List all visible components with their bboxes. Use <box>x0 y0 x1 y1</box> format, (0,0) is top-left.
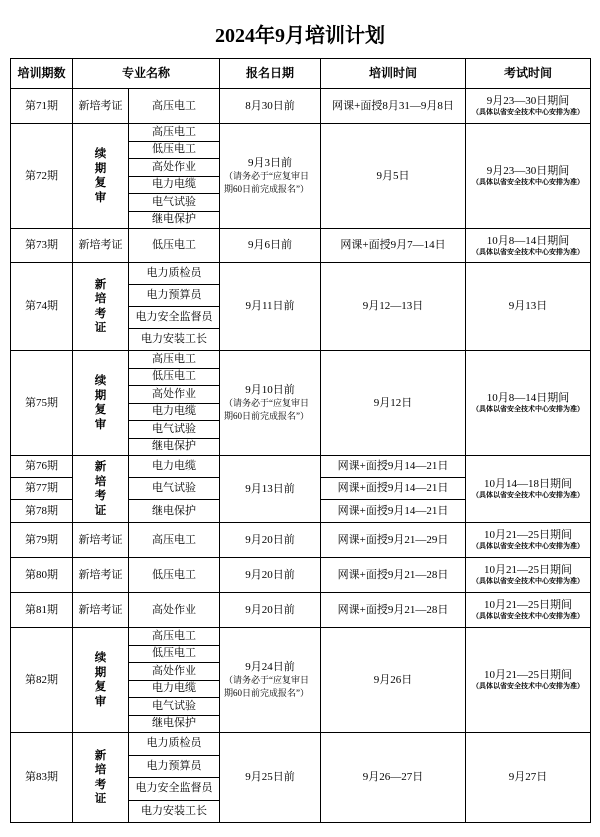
exam-period: 10月8—14日期间 <box>486 234 570 247</box>
table-row <box>11 558 591 593</box>
type-label: 新培考证 <box>94 749 107 805</box>
type-cell <box>73 124 129 229</box>
exam-note: （具体以省安全技术中心安排为准） <box>472 108 585 116</box>
signup-cell <box>220 124 321 229</box>
major-cell: 电气试验 <box>129 698 220 716</box>
period-cell: 第83期 <box>11 733 73 823</box>
signup-note: （请务必于“应复审日期60日前完成报名”） <box>224 398 310 421</box>
major-cell: 低压电工 <box>129 368 220 386</box>
training-cell: 网课+面授9月7—14日 <box>321 229 466 263</box>
exam-cell <box>466 351 591 456</box>
exam-period: 10月21—25日期间 <box>484 599 573 611</box>
table-row <box>11 733 591 756</box>
type-label: 新培考证 <box>94 461 107 517</box>
training-cell: 9月26—27日 <box>321 733 466 823</box>
page-title: 2024年9月培训计划 <box>215 25 385 47</box>
exam-cell <box>466 124 591 229</box>
exam-note: （具体以省安全技术中心安排为准） <box>472 682 585 690</box>
period-cell: 第79期 <box>11 523 73 558</box>
training-cell: 网课+面授9月21—28日 <box>321 558 466 593</box>
signup-cell: 9月20日前 <box>220 593 321 628</box>
exam-cell <box>466 456 591 523</box>
table-row <box>11 89 591 124</box>
header-major: 专业名称 <box>73 59 220 89</box>
type-label: 续期复审 <box>94 148 107 204</box>
major-cell: 电力预算员 <box>129 755 220 778</box>
period-cell: 第75期 <box>11 351 73 456</box>
major-cell: 低压电工 <box>129 645 220 663</box>
training-cell: 9月26日 <box>321 628 466 733</box>
exam-cell <box>466 593 591 628</box>
major-cell: 电力预算员 <box>129 285 220 307</box>
table-row <box>11 351 591 369</box>
training-cell: 网课+面授9月21—29日 <box>321 523 466 558</box>
signup-cell: 9月25日前 <box>220 733 321 823</box>
major-cell: 电气试验 <box>129 194 220 212</box>
major-cell: 高处作业 <box>129 159 220 177</box>
header-row <box>11 59 591 89</box>
signup-cell <box>220 351 321 456</box>
exam-period: 10月14—18日期间 <box>484 478 573 490</box>
exam-note: （具体以省安全技术中心安排为准） <box>472 178 585 186</box>
period-cell: 第74期 <box>11 263 73 351</box>
signup-cell <box>220 628 321 733</box>
major-cell: 高压电工 <box>129 124 220 142</box>
training-cell: 网课+面授9月14—21日 <box>321 478 466 500</box>
major-cell: 低压电工 <box>129 558 220 593</box>
type-cell <box>73 628 129 733</box>
major-cell: 高处作业 <box>129 386 220 404</box>
major-cell: 电力电缆 <box>129 176 220 194</box>
period-cell: 第76期 <box>11 456 73 478</box>
period-cell: 第71期 <box>11 89 73 124</box>
signup-cell: 9月13日前 <box>220 456 321 523</box>
signup-note: （请务必于“应复审日期60日前完成报名”） <box>224 171 310 194</box>
type-label: 新培考证 <box>94 278 107 334</box>
signup-cell: 9月20日前 <box>220 558 321 593</box>
training-plan-table <box>10 58 591 823</box>
table-row <box>11 456 591 478</box>
table-row <box>11 628 591 646</box>
major-cell: 高压电工 <box>129 628 220 646</box>
period-cell: 第73期 <box>11 229 73 263</box>
header-period: 培训期数 <box>11 59 73 89</box>
major-cell: 继电保护 <box>129 438 220 456</box>
exam-period: 10月21—25日期间 <box>484 669 573 681</box>
signup-cell: 8月30日前 <box>220 89 321 124</box>
period-cell: 第77期 <box>11 478 73 500</box>
exam-period: 9月23—30日期间 <box>486 165 570 177</box>
exam-cell <box>466 89 591 124</box>
header-signup: 报名日期 <box>220 59 321 89</box>
type-label: 续期复审 <box>94 652 107 708</box>
type-cell <box>73 456 129 523</box>
major-cell: 电力电缆 <box>129 680 220 698</box>
major-cell: 电力电缆 <box>129 456 220 478</box>
training-cell: 网课+面授8月31—9月8日 <box>321 89 466 124</box>
signup-cell: 9月20日前 <box>220 523 321 558</box>
signup-date: 9月24日前 <box>245 661 295 673</box>
type-cell <box>73 263 129 351</box>
major-cell: 电气试验 <box>129 421 220 439</box>
period-cell: 第72期 <box>11 124 73 229</box>
exam-period: 9月23—30日期间 <box>486 95 570 107</box>
table-row <box>11 523 591 558</box>
major-cell: 继电保护 <box>129 211 220 229</box>
table-row <box>11 593 591 628</box>
period-cell: 第78期 <box>11 500 73 523</box>
period-cell: 第81期 <box>11 593 73 628</box>
exam-note: （具体以省安全技术中心安排为准） <box>472 542 585 550</box>
type-cell <box>73 733 129 823</box>
exam-cell: 9月27日 <box>466 733 591 823</box>
major-cell: 电力质检员 <box>129 733 220 756</box>
type-cell: 新培考证 <box>73 558 129 593</box>
major-cell: 低压电工 <box>129 229 220 263</box>
major-cell: 电力安装工长 <box>129 329 220 351</box>
type-cell: 新培考证 <box>73 523 129 558</box>
exam-note: （具体以省安全技术中心安排为准） <box>472 405 585 413</box>
training-cell: 9月12日 <box>321 351 466 456</box>
exam-note: （具体以省安全技术中心安排为准） <box>472 247 585 256</box>
major-cell: 高处作业 <box>129 663 220 681</box>
training-cell: 网课+面授9月14—21日 <box>321 456 466 478</box>
major-cell: 电力质检员 <box>129 263 220 285</box>
training-cell: 9月5日 <box>321 124 466 229</box>
header-training: 培训时间 <box>321 59 466 89</box>
type-cell: 新培考证 <box>73 229 129 263</box>
type-cell: 新培考证 <box>73 593 129 628</box>
exam-note: （具体以省安全技术中心安排为准） <box>472 612 585 620</box>
exam-cell <box>466 523 591 558</box>
period-cell: 第82期 <box>11 628 73 733</box>
exam-period: 10月21—25日期间 <box>484 529 573 541</box>
major-cell: 电力安全监督员 <box>129 307 220 329</box>
major-cell: 电力电缆 <box>129 403 220 421</box>
training-cell: 网课+面授9月14—21日 <box>321 500 466 523</box>
exam-cell <box>466 628 591 733</box>
type-label: 续期复审 <box>94 375 107 431</box>
exam-cell <box>466 558 591 593</box>
table-row <box>11 124 591 142</box>
major-cell: 继电保护 <box>129 500 220 523</box>
major-cell: 高压电工 <box>129 523 220 558</box>
exam-cell <box>466 229 591 263</box>
exam-period: 10月8—14日期间 <box>486 392 570 404</box>
exam-note: （具体以省安全技术中心安排为准） <box>472 577 585 585</box>
training-cell: 网课+面授9月21—28日 <box>321 593 466 628</box>
header-exam: 考试时间 <box>466 59 591 89</box>
major-cell: 电气试验 <box>129 478 220 500</box>
exam-period: 10月21—25日期间 <box>484 564 573 576</box>
signup-cell: 9月6日前 <box>220 229 321 263</box>
signup-note: （请务必于“应复审日期60日前完成报名”） <box>224 675 310 698</box>
exam-note: （具体以省安全技术中心安排为准） <box>472 491 585 499</box>
major-cell: 高压电工 <box>129 351 220 369</box>
major-cell: 电力安装工长 <box>129 800 220 823</box>
signup-date: 9月3日前 <box>248 157 293 169</box>
major-cell: 高压电工 <box>129 89 220 124</box>
major-cell: 电力安全监督员 <box>129 778 220 801</box>
signup-date: 9月10日前 <box>245 384 295 396</box>
type-cell: 新培考证 <box>73 89 129 124</box>
signup-cell: 9月11日前 <box>220 263 321 351</box>
exam-cell: 9月13日 <box>466 263 591 351</box>
training-cell: 9月12—13日 <box>321 263 466 351</box>
major-cell: 低压电工 <box>129 141 220 159</box>
major-cell: 高处作业 <box>129 593 220 628</box>
type-cell <box>73 351 129 456</box>
table-row <box>11 229 591 263</box>
table-row <box>11 263 591 285</box>
major-cell: 继电保护 <box>129 715 220 733</box>
period-cell: 第80期 <box>11 558 73 593</box>
